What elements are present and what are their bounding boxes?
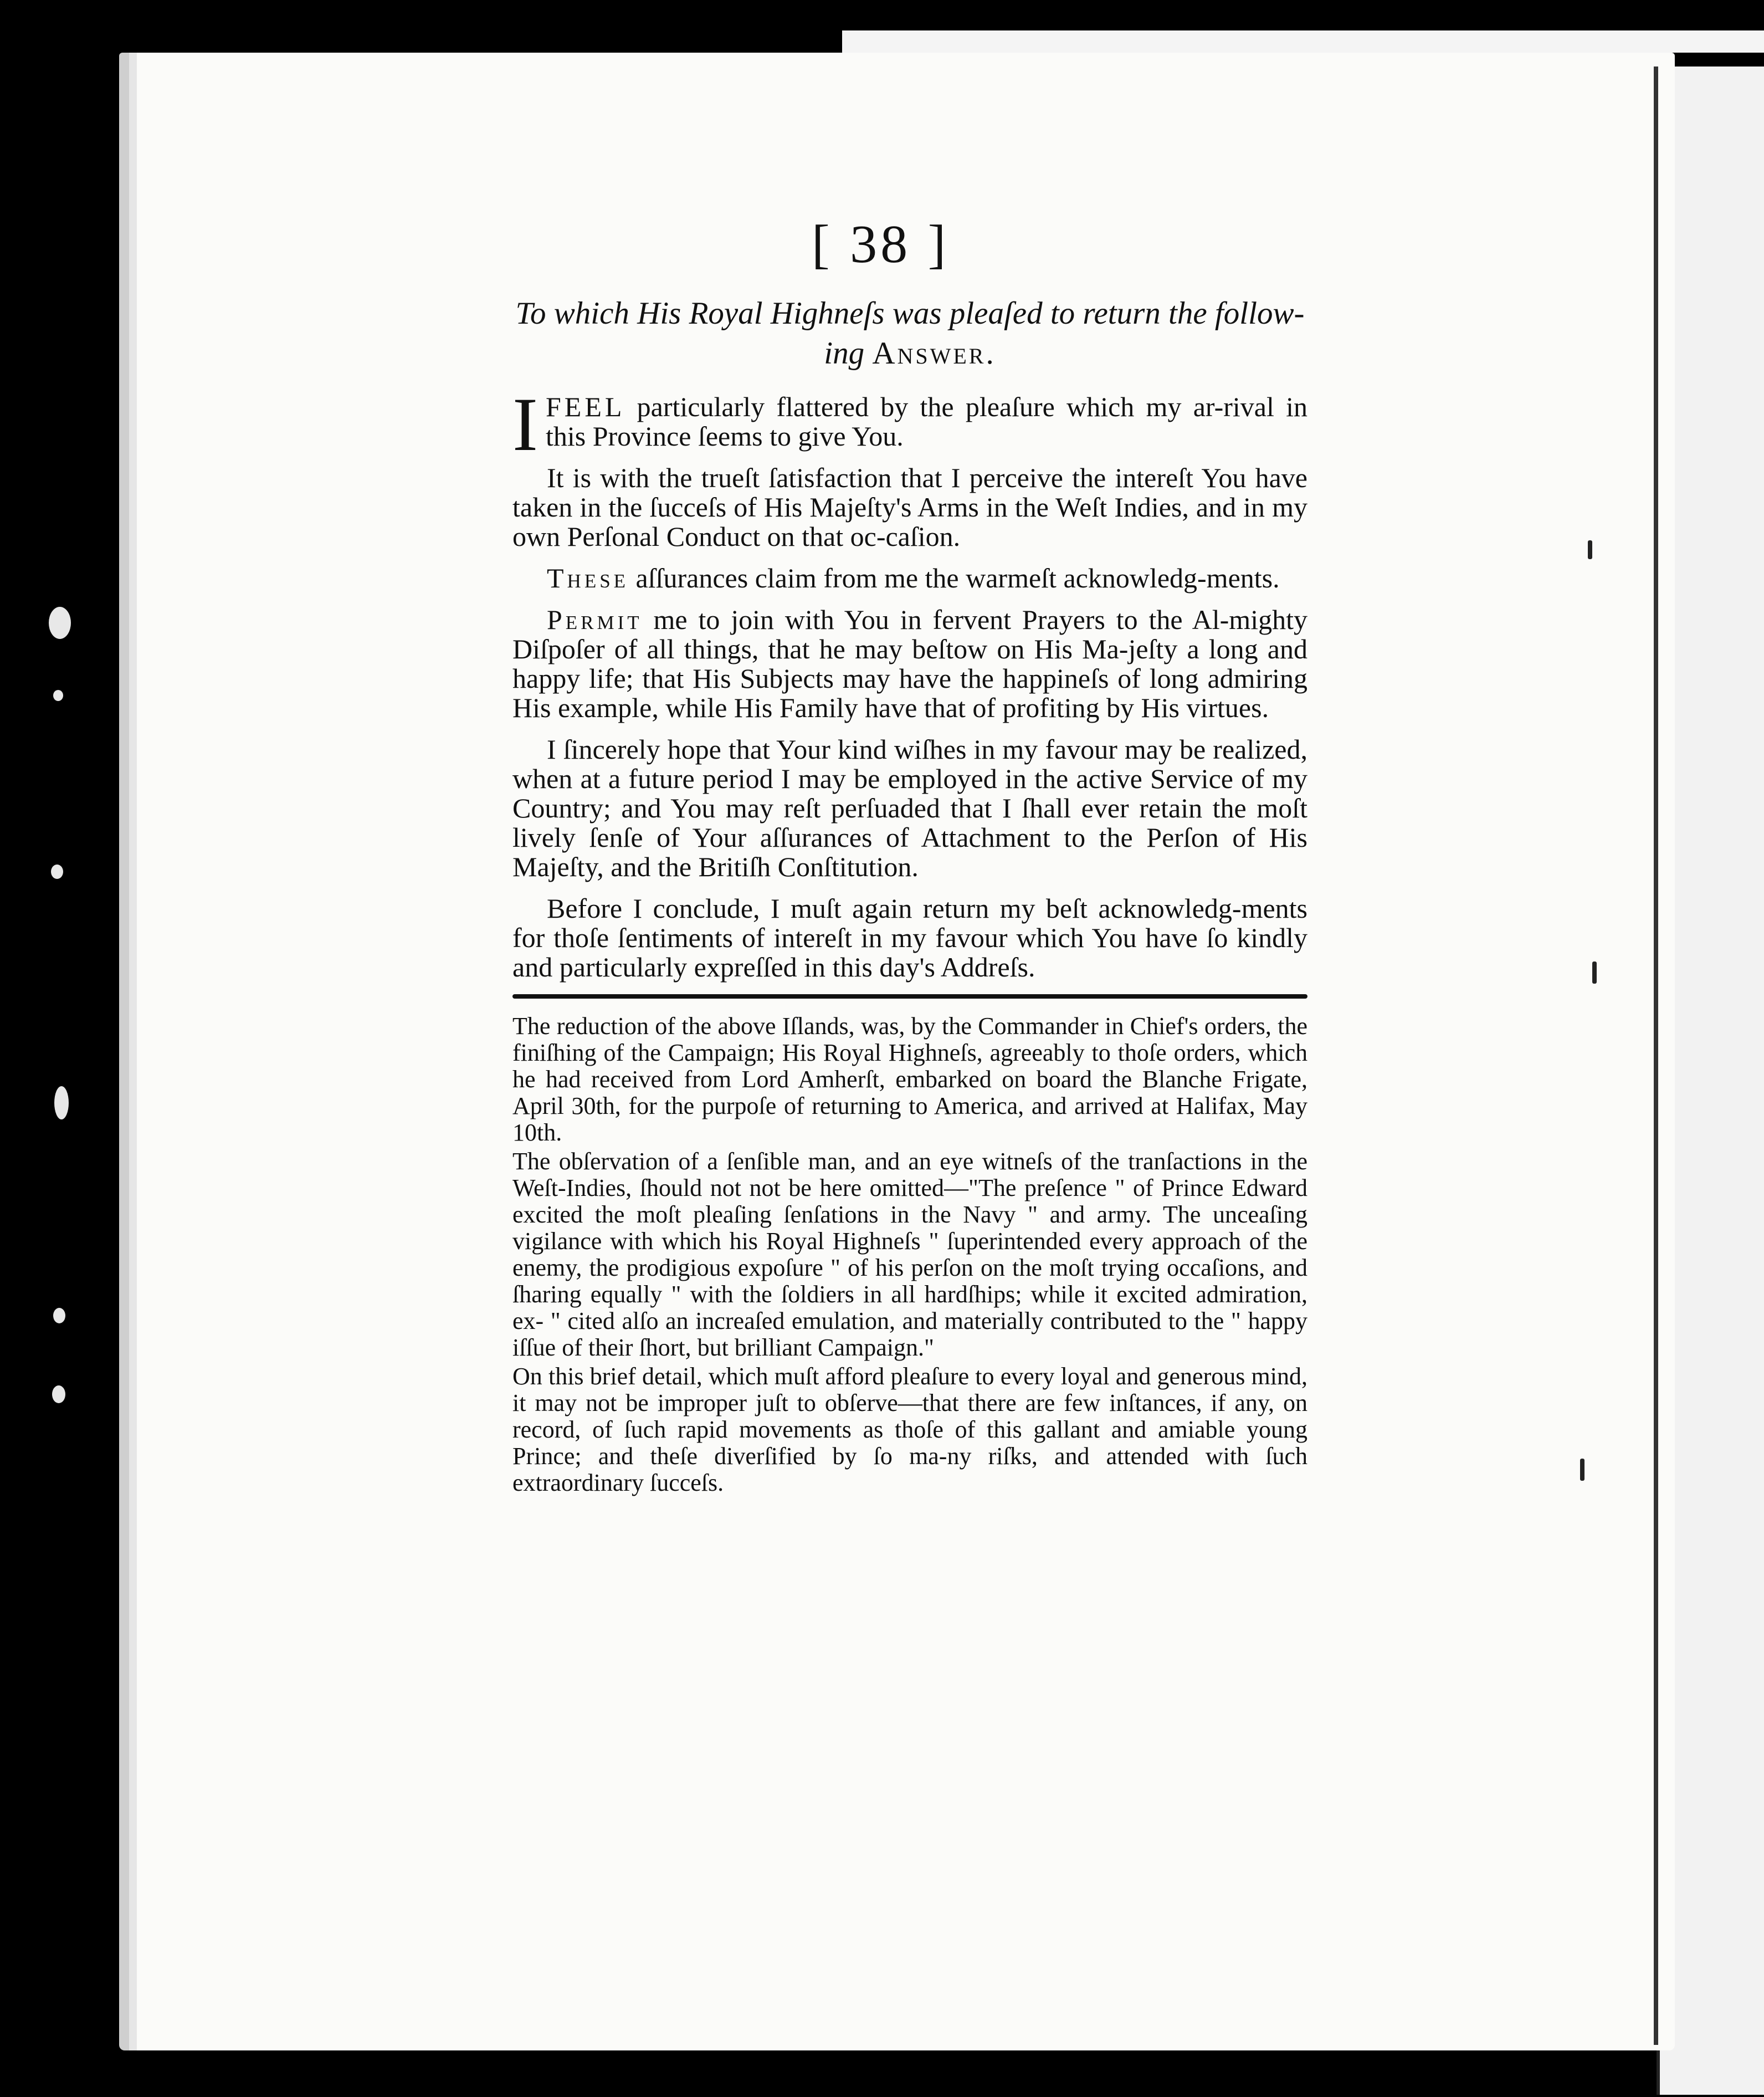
paragraph-text: me to join with You in fervent Prayers to the Al-mighty Diſpoſer of all things, that he may beſtow on His Ma-jeſty a long and happy life; that His Subjects may have the happineſs of long admiring His example, while His Family have that of profiting by His virtues. (512, 604, 1307, 723)
heading-text: To which His Royal Highneſs was pleaſed to return the follow-ing (515, 296, 1305, 371)
binding-hole (53, 690, 63, 701)
drop-cap: I (512, 382, 538, 467)
note-text: The reduction of the above Iſlands, was, by the Commander in Chief's orders, the finiſhing of the Campaign; His Royal Highneſs, agreeably to thoſe orders, which he had received from Lord Amherſt, embarked on board the Blanche Frigate, April 30th, for the purpoſe of returning to America, and arrived at Halifax, May 10th. (512, 1012, 1307, 1146)
paragraph-4 (512, 605, 1307, 723)
paragraph-1 (512, 382, 1307, 467)
paragraph-6 (512, 894, 1307, 982)
answer-heading (512, 294, 1307, 374)
note-text: The obſervation of a ſenſible man, and an eye witneſs of the tranſactions in the Weſt-Indies, ſhould not not be here omitted—"The preſence " of Prince Edward excited the moſt pleaſing ſenſations in the Navy " and army. The unceaſing vigilance with which his Royal Highneſs " ſuperintended every approach of the enemy, the prodigious expoſure " of his perſon on the moſt trying occaſions, and ſharing equally " with the ſoldiers in all hardſhips; while it excited admiration, ex- " cited alſo an increaſed emulation, and materially contributed to the " happy iſſue of their ſhort, but brilliant Campaign." (512, 1148, 1307, 1361)
scanner-background-strip (842, 30, 1764, 53)
paragraph-5 (512, 735, 1307, 882)
page-edge-shadow (1654, 67, 1658, 2045)
paragraph-2 (512, 463, 1307, 551)
note-paragraph-1 (512, 1013, 1307, 1146)
paragraph-lead: Permit (547, 604, 643, 635)
margin-mark (1580, 1459, 1584, 1481)
paragraph-text: aſſurances claim from me the warmeſt acknowledg-ments. (629, 562, 1280, 594)
note-text: On this brief detail, which muſt afford pleaſure to every loyal and generous mind, it may not be improper juſt to obſerve—that there are few inſtances, if any, on record, of ſuch rapid movements as thoſe of this gallant and amiable young Prince; and theſe diverſified by ſo ma-ny riſks, and attended with ſuch extraordinary ſucceſs. (512, 1363, 1307, 1496)
paragraph-text: It is with the trueſt ſatisfaction that I perceive the intereſt You have taken in the ſucceſs of His Majeſty's Arms in the Weſt Indies, and in my own Perſonal Conduct on that oc-caſion. (512, 462, 1307, 552)
note-paragraph-2 (512, 1148, 1307, 1361)
binding-hole (49, 607, 71, 639)
text-block (512, 294, 1307, 1496)
binding-hole (54, 1086, 69, 1119)
margin-mark (1588, 540, 1592, 559)
heading-answer: Answer. (872, 336, 996, 371)
paragraph-lead: These (547, 562, 629, 594)
paragraph-text: I ſincerely hope that Your kind wiſhes in my favour may be realized, when at a future period I may be employed in the active Service of my Country; and You may reſt perſuaded that I ſhall ever retain the moſt lively ſenſe of Your aſſurances of Attachment to the Perſon of His Majeſty, and the Britiſh Conſtitution. (512, 734, 1307, 882)
binding-hole (52, 1385, 65, 1403)
paragraph-3 (512, 564, 1307, 593)
page-number: [ 38 ] (812, 214, 950, 274)
binding-hole (51, 865, 63, 879)
paragraph-text: Before I conclude, I muſt again return my beſt acknowledg-ments for thoſe ſentiments of intereſt in my favour which You have ſo kindly and particularly expreſſed in this day's Addreſs. (512, 893, 1307, 983)
note-paragraph-3 (512, 1363, 1307, 1496)
margin-mark (1592, 961, 1597, 984)
binding-hole (53, 1308, 65, 1323)
section-rule (512, 994, 1307, 999)
paragraph-lead: FEEL (545, 391, 625, 422)
paragraph-text: particularly flattered by the pleaſure which my ar-rival in this Province ſeems to give You. (545, 391, 1307, 452)
